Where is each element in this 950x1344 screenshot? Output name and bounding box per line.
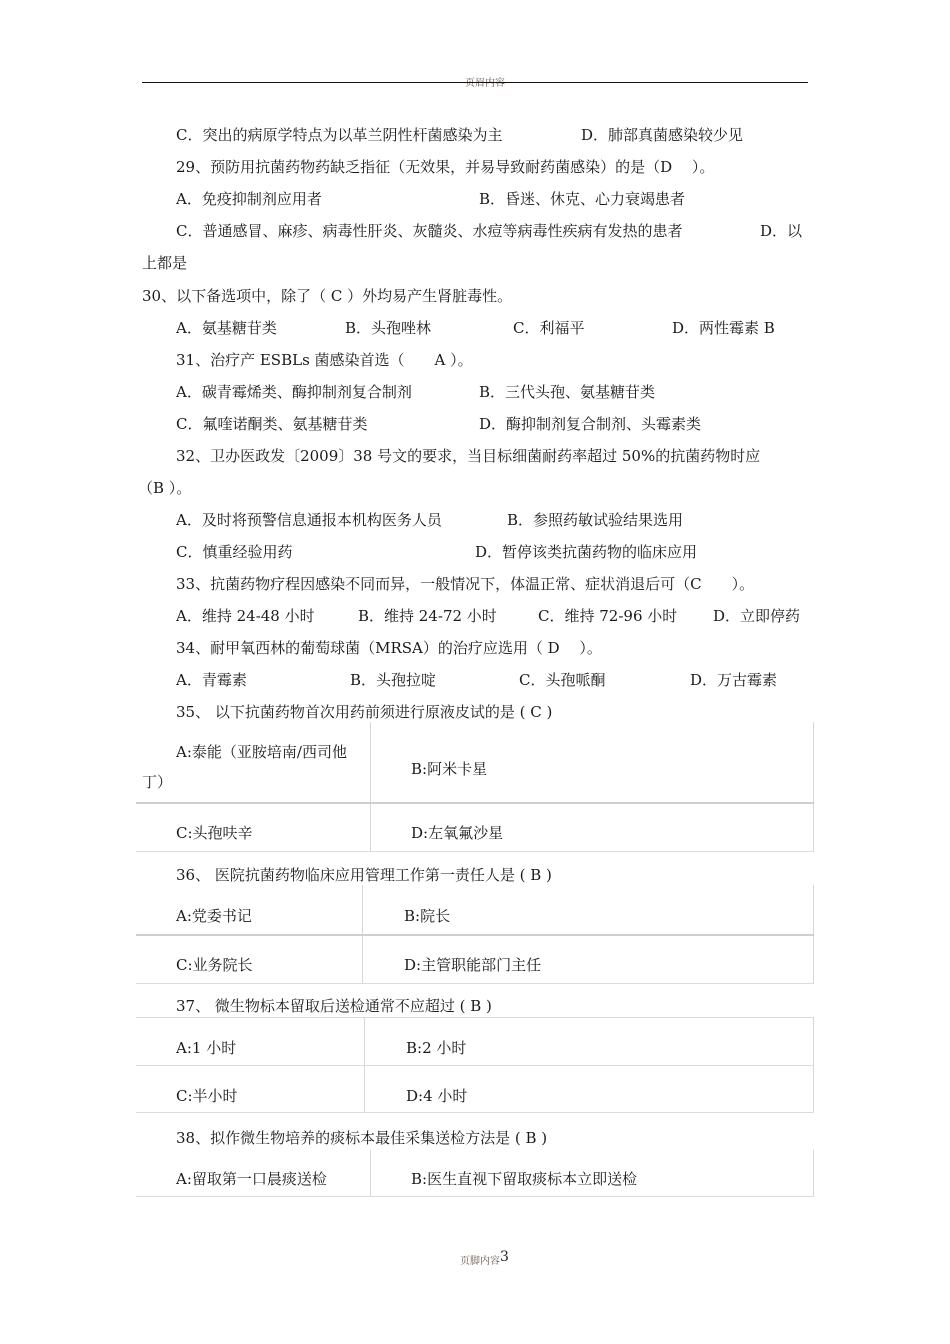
- option-d-29-cont: 上都是: [142, 254, 188, 272]
- table-cell: B:2 小时: [406, 1039, 467, 1057]
- option-a-31: A．碳青霉烯类、酶抑制剂复合制剂: [176, 383, 412, 401]
- question-32-cont: （B ）。: [138, 479, 192, 497]
- table-cell: C:半小时: [176, 1087, 238, 1105]
- table-cell: C:头孢呋辛: [176, 824, 253, 842]
- option-a-33: A．维持 24-48 小时: [176, 607, 315, 625]
- header-divider: [142, 82, 808, 83]
- table-divider: [136, 1065, 814, 1066]
- option-a-34: A．青霉素: [176, 671, 247, 689]
- table-cell: B:院长: [404, 907, 451, 925]
- option-a-32: A．及时将预警信息通报本机构医务人员: [176, 511, 442, 529]
- option-b-30: B．头孢唑林: [345, 319, 432, 337]
- option-d-33: D．立即停药: [713, 607, 801, 625]
- table-cell: B:阿米卡星: [411, 760, 488, 778]
- table-cell: D:左氧氟沙星: [411, 824, 504, 842]
- question-34: 34、耐甲氧西林的葡萄球菌（MRSA）的治疗应选用（ D ）。: [176, 639, 602, 657]
- option-b-31: B．三代头孢、氨基糖苷类: [479, 383, 656, 401]
- option-b-29: B．昏迷、休克、心力衰竭患者: [479, 190, 686, 208]
- question-36: 36、 医院抗菌药物临床应用管理工作第一责任人是 ( B ): [176, 866, 552, 884]
- table-cell: A:留取第一口晨痰送检: [176, 1170, 327, 1188]
- table-cell: A:泰能（亚胺培南/西司他: [176, 743, 347, 761]
- table-cell: D:主管职能部门主任: [404, 956, 542, 974]
- option-d-32: D．暂停该类抗菌药物的临床应用: [475, 543, 698, 561]
- option-c-29: C．普通感冒、麻疹、病毒性肝炎、灰髓炎、水痘等病毒性疾病有发热的患者: [176, 222, 683, 240]
- page-header: 页眉内容: [465, 78, 505, 89]
- table-divider: [370, 722, 371, 852]
- table-cell: A:党委书记: [176, 907, 252, 925]
- footer-label: 页脚内容: [460, 1256, 500, 1267]
- option-c-28: C．突出的病原学特点为以革兰阴性杆菌感染为主: [176, 126, 503, 144]
- option-b-34: B．头孢拉啶: [350, 671, 437, 689]
- table-divider: [136, 802, 814, 804]
- option-c-32: C．慎重经验用药: [176, 543, 293, 561]
- option-d-31: D．酶抑制剂复合制剂、头霉素类: [479, 415, 702, 433]
- question-38: 38、拟作微生物培养的痰标本最佳采集送检方法是 ( B ): [176, 1129, 548, 1147]
- table-divider: [136, 851, 814, 852]
- table-cell: C:业务院长: [176, 956, 253, 974]
- table-divider: [813, 722, 814, 852]
- question-37: 37、 微生物标本留取后送检通常不应超过 ( B ): [176, 997, 492, 1015]
- option-c-33: C．维持 72-96 小时: [538, 607, 678, 625]
- option-c-30: C．利福平: [513, 319, 585, 337]
- table-cell: 丁）: [142, 773, 173, 791]
- question-30: 30、以下备选项中，除了（ C ）外均易产生肾脏毒性。: [142, 287, 513, 305]
- option-d-28: D．肺部真菌感染较少见: [581, 126, 744, 144]
- option-b-33: B．维持 24-72 小时: [358, 607, 497, 625]
- option-c-34: C．头孢哌酮: [519, 671, 606, 689]
- option-a-29: A．免疫抑制剂应用者: [176, 190, 322, 208]
- table-cell: A:1 小时: [176, 1039, 237, 1057]
- table-divider: [136, 1112, 814, 1113]
- option-d-29: D．以: [760, 222, 803, 240]
- table-divider: [136, 934, 814, 936]
- option-b-32: B．参照药敏试验结果选用: [507, 511, 684, 529]
- option-d-34: D．万古霉素: [690, 671, 778, 689]
- table-divider: [136, 1017, 814, 1018]
- table-cell: D:4 小时: [406, 1087, 468, 1105]
- question-33: 33、抗菌药物疗程因感染不同而异，一般情况下，体温正常、症状消退后可（C ）。: [176, 575, 755, 593]
- page-footer: [460, 1249, 509, 1268]
- table-divider: [370, 1150, 371, 1196]
- option-a-30: A．氨基糖苷类: [176, 319, 277, 337]
- table-cell: B:医生直视下留取痰标本立即送检: [411, 1170, 638, 1188]
- question-35: 35、 以下抗菌药物首次用药前须进行原液皮试的是 ( C ): [176, 703, 553, 721]
- table-divider: [136, 983, 814, 984]
- table-divider: [136, 1196, 814, 1197]
- page-number: 3: [500, 1249, 509, 1265]
- question-32: 32、卫办医政发〔2009〕38 号文的要求，当目标细菌耐药率超过 50%的抗菌药物时应: [176, 447, 761, 465]
- question-31: 31、治疗产 ESBLs 菌感染首选（ A ）。: [176, 351, 473, 369]
- question-29: 29、预防用抗菌药物药缺乏指征（无效果，并易导致耐药菌感染）的是（D ）。: [176, 158, 715, 176]
- option-c-31: C．氟喹诺酮类、氨基糖苷类: [176, 415, 368, 433]
- option-d-30: D．两性霉素 B: [672, 319, 775, 337]
- table-divider: [813, 1150, 814, 1196]
